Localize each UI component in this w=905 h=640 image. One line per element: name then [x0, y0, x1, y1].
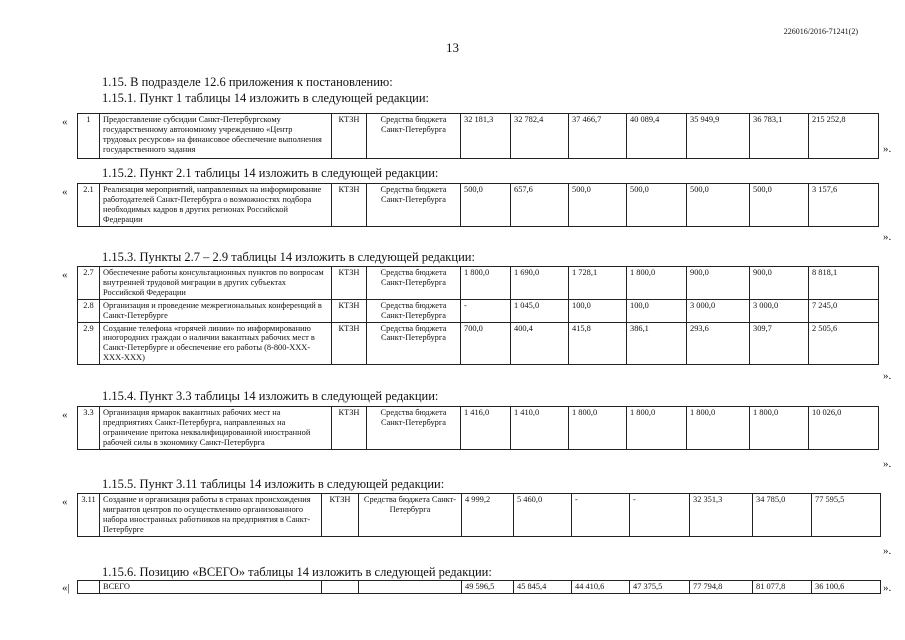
- section-heading-1-15-1: 1.15.1. Пункт 1 таблицы 14 изложить в следующей редакции:: [102, 91, 430, 105]
- row-value-year-5: 3 000,0: [687, 299, 750, 322]
- row-executor-code: КТЗН: [332, 184, 367, 227]
- row-value-year-3: 1 800,0: [569, 407, 627, 450]
- row-number: 3.11: [78, 494, 100, 537]
- closing-quote: ».: [883, 370, 892, 382]
- section-heading-1-15-3: 1.15.3. Пункты 2.7 – 2.9 таблицы 14 изложить в следующей редакции:: [102, 250, 475, 264]
- table-item-3-3: [77, 406, 879, 450]
- row-value-year-6: 1 800,0: [750, 407, 809, 450]
- row-description: Предоставление субсидии Санкт-Петербургскому государственному автономному учреждению «Центр трудовых ресурсов» на финансовое обеспечение выполнения государственного задания: [100, 114, 332, 159]
- closing-quote: ».: [883, 582, 892, 594]
- row-description: Организация и проведение межрегиональных конференций в Санкт-Петербурге: [100, 299, 332, 322]
- row-funding-source: Средства бюджета Санкт-Петербурга: [367, 184, 461, 227]
- row-value-year-3: 415,8: [569, 322, 627, 365]
- row-description: Создание и организация работы в странах происхождения мигрантов центров по осуществлению организованного набора иностранных работников на предприятия в Санкт-Петербурге: [100, 494, 322, 537]
- closing-quote: ».: [883, 231, 892, 243]
- row-value-year-6: 36 783,1: [750, 114, 809, 159]
- row-value-year-2: 5 460,0: [514, 494, 572, 537]
- row-description: Создание телефона «горячей линии» по информированию иногородних граждан о наличии вакантных рабочих мест в Санкт-Петербурге и обеспечение его работы (8-800-XXX-XXX-XXX): [100, 322, 332, 365]
- row-value-year-6: 500,0: [750, 184, 809, 227]
- row-funding-source: Средства бюджета Санкт-Петербурга: [367, 299, 461, 322]
- row-value-year-6: 81 077,8: [753, 581, 812, 594]
- row-number: 2.8: [78, 299, 100, 322]
- row-value-total: 7 245,0: [809, 299, 879, 322]
- row-executor-code: КТЗН: [322, 494, 359, 537]
- row-value-year-5: 35 949,9: [687, 114, 750, 159]
- section-heading-1-15-6: 1.15.6. Позицию «ВСЕГО» таблицы 14 изложить в следующей редакции:: [102, 565, 492, 579]
- table-row: [78, 299, 879, 322]
- row-executor-code: [322, 581, 359, 594]
- row-executor-code: КТЗН: [332, 322, 367, 365]
- row-value-year-1: 1 800,0: [461, 267, 511, 300]
- row-funding-source: Средства бюджета Санкт-Петербурга: [359, 494, 462, 537]
- row-value-year-3: 37 466,7: [569, 114, 627, 159]
- row-funding-source: Средства бюджета Санкт-Петербурга: [367, 267, 461, 300]
- row-executor-code: КТЗН: [332, 267, 367, 300]
- row-value-year-5: 900,0: [687, 267, 750, 300]
- row-value-year-5: 500,0: [687, 184, 750, 227]
- row-value-year-6: 34 785,0: [753, 494, 812, 537]
- row-description: ВСЕГО: [100, 581, 322, 594]
- row-value-year-2: 1 410,0: [511, 407, 569, 450]
- table-item-3-11: [77, 493, 881, 537]
- section-heading-1-15-4: 1.15.4. Пункт 3.3 таблицы 14 изложить в следующей редакции:: [102, 389, 439, 403]
- row-funding-source: Средства бюджета Санкт-Петербурга: [367, 114, 461, 159]
- section-heading-1-15: 1.15. В подразделе 12.6 приложения к постановлению:: [102, 75, 393, 89]
- row-value-year-4: 500,0: [627, 184, 687, 227]
- opening-quote: «: [62, 409, 68, 421]
- row-number: [78, 581, 100, 594]
- row-value-year-1: 32 181,3: [461, 114, 511, 159]
- row-value-total: 215 252,8: [809, 114, 879, 159]
- row-value-total: 8 818,1: [809, 267, 879, 300]
- row-value-total: 10 026,0: [809, 407, 879, 450]
- row-value-year-2: 400,4: [511, 322, 569, 365]
- row-value-year-4: 1 800,0: [627, 267, 687, 300]
- row-value-year-3: 100,0: [569, 299, 627, 322]
- row-value-year-4: 40 089,4: [627, 114, 687, 159]
- row-value-year-1: 500,0: [461, 184, 511, 227]
- row-value-year-1: 1 416,0: [461, 407, 511, 450]
- row-value-year-1: -: [461, 299, 511, 322]
- row-number: 2.1: [78, 184, 100, 227]
- row-value-total: 2 505,6: [809, 322, 879, 365]
- table-row: [78, 581, 881, 594]
- row-number: 3.3: [78, 407, 100, 450]
- row-value-total: 3 157,6: [809, 184, 879, 227]
- row-value-year-5: 32 351,3: [690, 494, 753, 537]
- row-value-year-1: 4 999,2: [462, 494, 514, 537]
- row-number: 2.9: [78, 322, 100, 365]
- row-value-year-4: 100,0: [627, 299, 687, 322]
- row-funding-source: [359, 581, 462, 594]
- row-value-year-2: 1 690,0: [511, 267, 569, 300]
- row-value-year-5: 1 800,0: [687, 407, 750, 450]
- row-description: Организация ярмарок вакантных рабочих мест на предприятиях Санкт-Петербурга, направленных на ограничение притока неквалифицированной иностранной рабочей силы в экономику Санкт-Петербурга: [100, 407, 332, 450]
- row-value-year-6: 309,7: [750, 322, 809, 365]
- row-funding-source: Средства бюджета Санкт-Петербурга: [367, 407, 461, 450]
- table-row: [78, 267, 879, 300]
- row-value-year-3: 500,0: [569, 184, 627, 227]
- table-total: [77, 580, 881, 594]
- table-row: [78, 407, 879, 450]
- row-description: Реализация мероприятий, направленных на информирование работодателей Санкт-Петербурга о возможностях подбора необходимых кадров в других регионах Российской Федерации: [100, 184, 332, 227]
- row-value-year-1: 700,0: [461, 322, 511, 365]
- table-row: [78, 114, 879, 159]
- table-item-2-1: [77, 183, 879, 227]
- table-row: [78, 494, 881, 537]
- row-value-total: 77 595,5: [812, 494, 881, 537]
- opening-quote: «: [62, 116, 68, 128]
- page-number: 13: [446, 40, 459, 55]
- row-number: 1: [78, 114, 100, 159]
- opening-quote: «: [62, 269, 68, 281]
- row-value-total: 36 100,6: [812, 581, 881, 594]
- row-value-year-6: 900,0: [750, 267, 809, 300]
- opening-quote: «: [62, 186, 68, 198]
- row-value-year-2: 45 845,4: [514, 581, 572, 594]
- table-item-1: [77, 113, 879, 159]
- closing-quote: ».: [883, 143, 892, 155]
- row-value-year-4: 386,1: [627, 322, 687, 365]
- row-funding-source: Средства бюджета Санкт-Петербурга: [367, 322, 461, 365]
- row-value-year-5: 77 794,8: [690, 581, 753, 594]
- table-row: [78, 184, 879, 227]
- row-value-year-5: 293,6: [687, 322, 750, 365]
- row-number: 2.7: [78, 267, 100, 300]
- closing-quote: ».: [883, 458, 892, 470]
- row-value-year-1: 49 596,5: [462, 581, 514, 594]
- row-description: Обеспечение работы консультационных пунктов по вопросам внутренней трудовой миграции в других субъектах Российской Федерации: [100, 267, 332, 300]
- row-value-year-2: 32 782,4: [511, 114, 569, 159]
- row-value-year-4: -: [630, 494, 690, 537]
- row-value-year-3: 44 410,6: [572, 581, 630, 594]
- table-items-2-7-2-9: [77, 266, 879, 365]
- row-value-year-6: 3 000,0: [750, 299, 809, 322]
- document-number: 226016/2016-71241(2): [783, 27, 858, 36]
- opening-quote: «: [62, 496, 68, 508]
- opening-quote: «|: [62, 582, 70, 594]
- row-value-year-3: -: [572, 494, 630, 537]
- section-heading-1-15-5: 1.15.5. Пункт 3.11 таблицы 14 изложить в следующей редакции:: [102, 477, 445, 491]
- row-value-year-4: 47 375,5: [630, 581, 690, 594]
- row-value-year-4: 1 800,0: [627, 407, 687, 450]
- table-row: [78, 322, 879, 365]
- row-executor-code: КТЗН: [332, 299, 367, 322]
- row-executor-code: КТЗН: [332, 114, 367, 159]
- row-executor-code: КТЗН: [332, 407, 367, 450]
- closing-quote: ».: [883, 545, 892, 557]
- row-value-year-2: 1 045,0: [511, 299, 569, 322]
- row-value-year-3: 1 728,1: [569, 267, 627, 300]
- section-heading-1-15-2: 1.15.2. Пункт 2.1 таблицы 14 изложить в следующей редакции:: [102, 166, 439, 180]
- row-value-year-2: 657,6: [511, 184, 569, 227]
